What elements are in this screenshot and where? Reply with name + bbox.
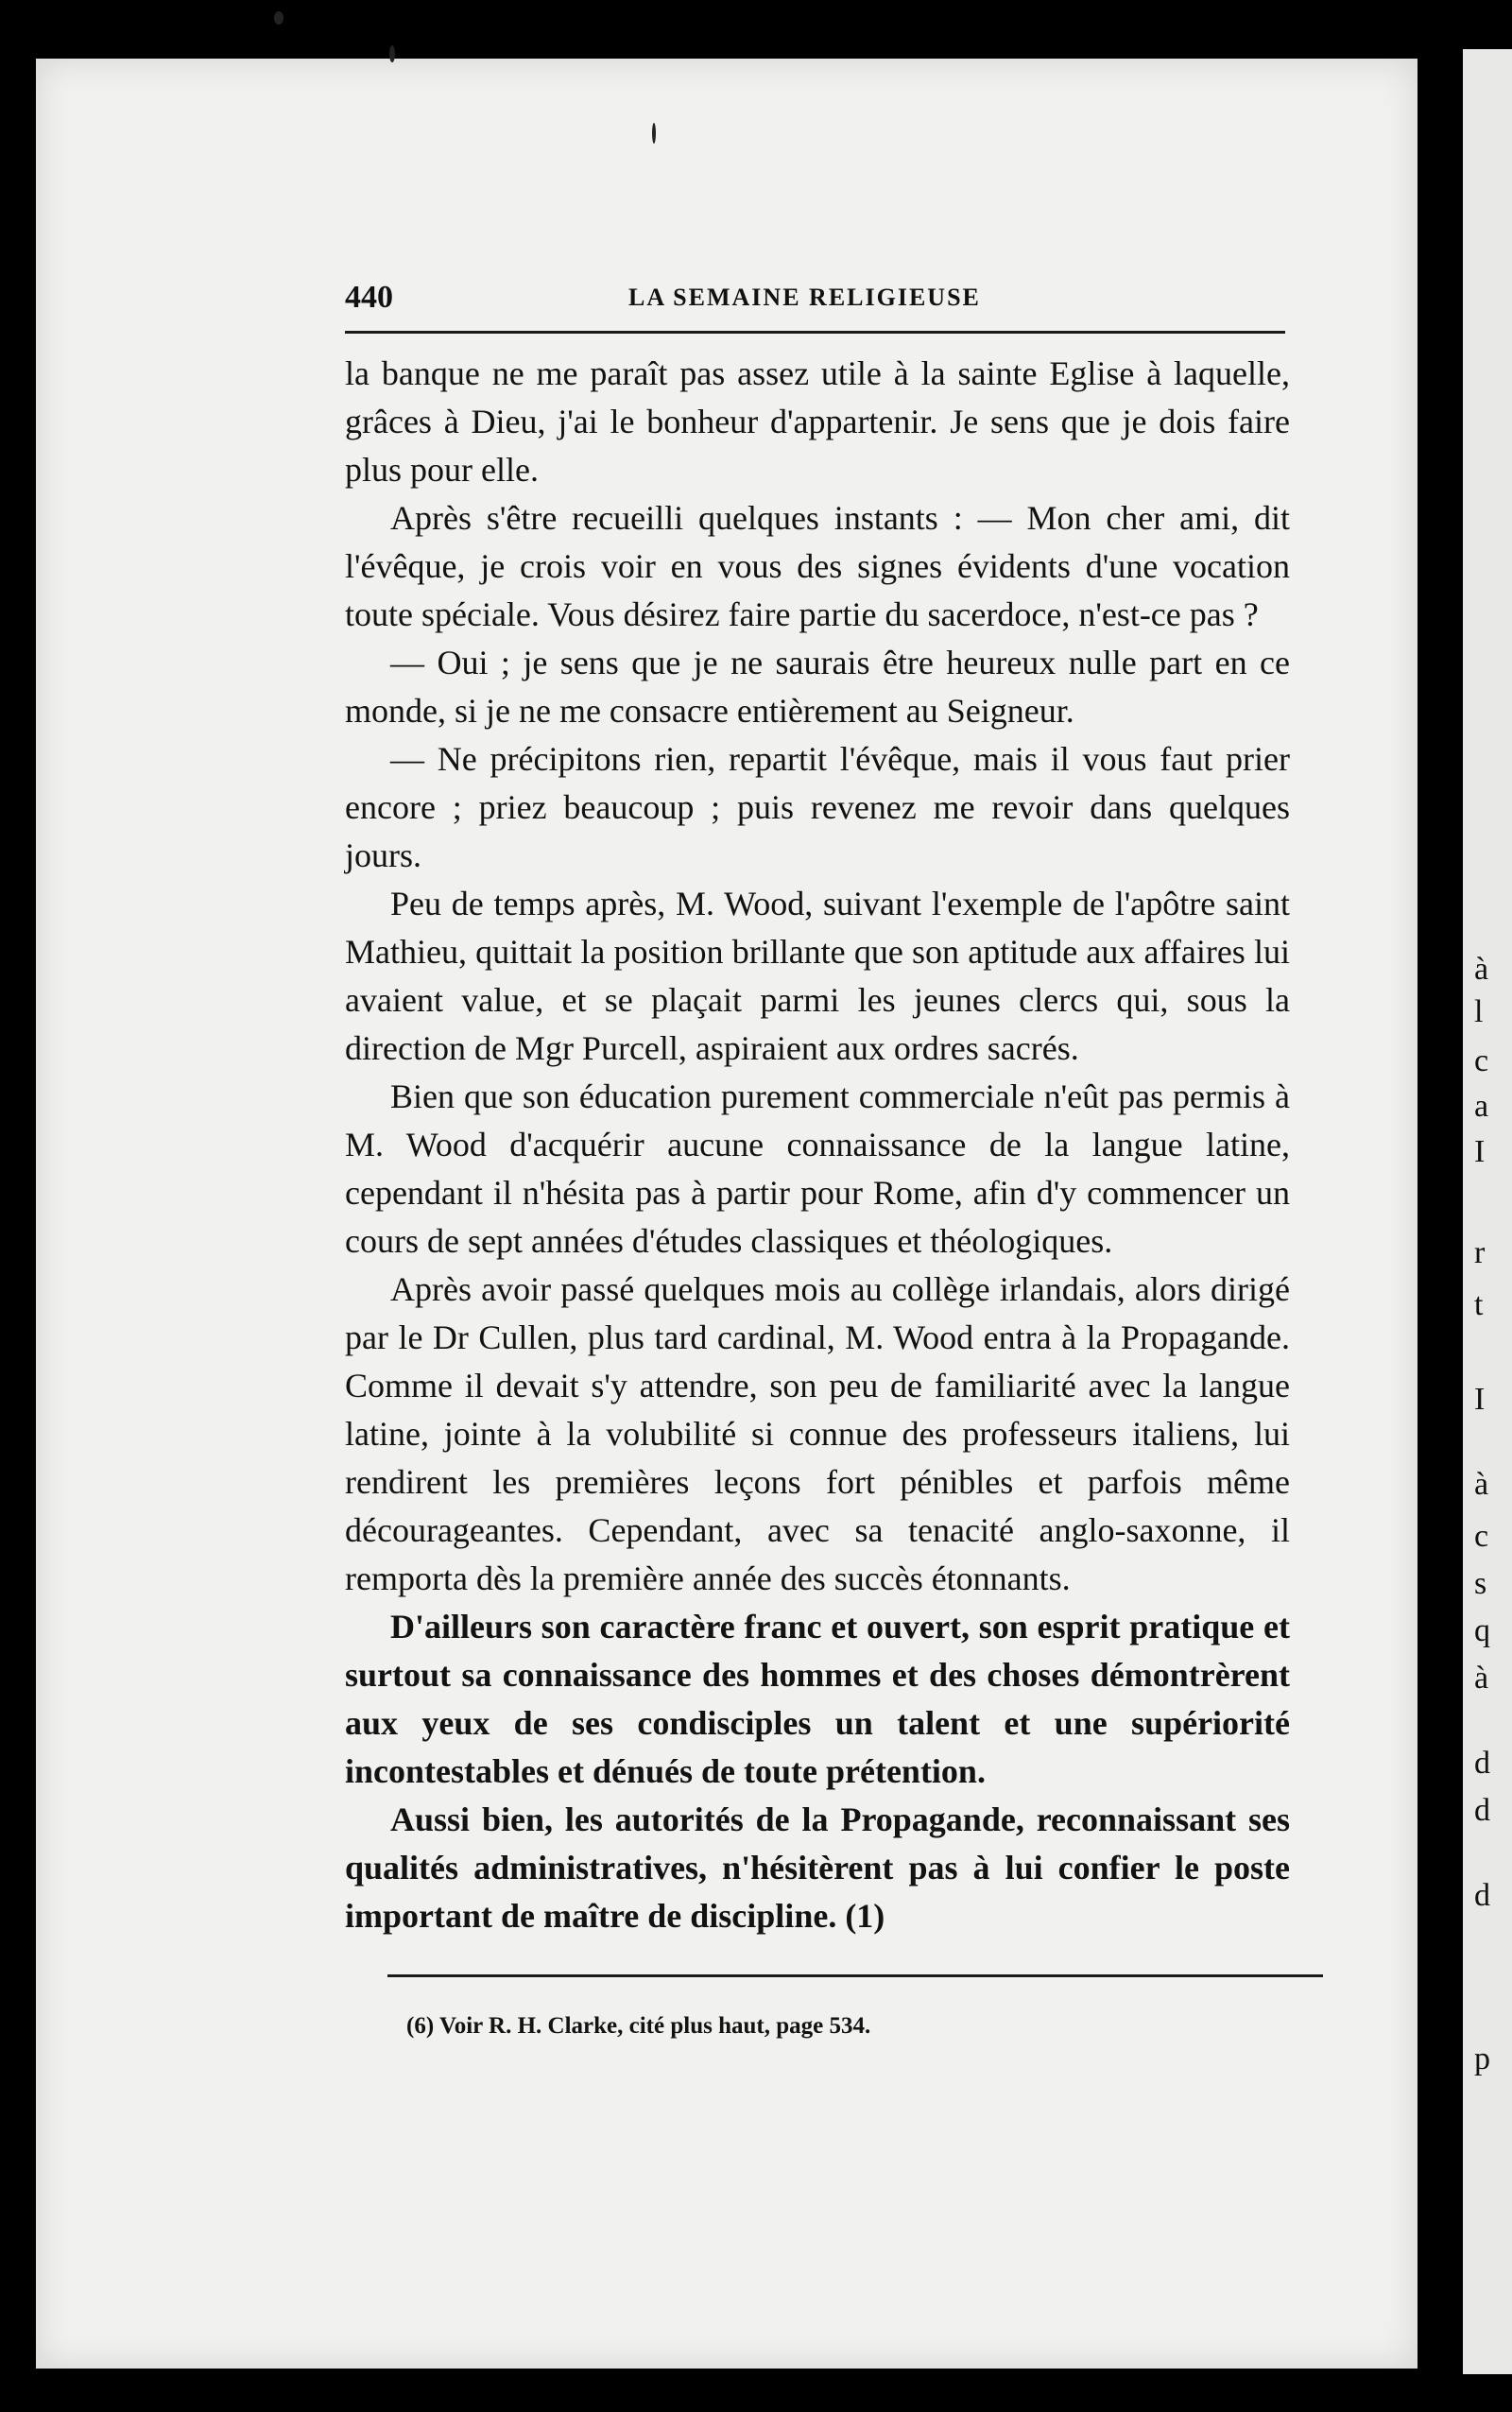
adjacent-page-edge <box>1463 49 1512 2374</box>
running-head <box>345 280 1290 327</box>
paragraph: — Oui ; je sens que je ne saurais être heureux nulle part en ce monde, si je ne me consacre entièrement au Seigneur. <box>345 644 1290 730</box>
paragraph: Après avoir passé quelques mois au collège irlandais, alors dirigé par le Dr Cullen, plus tard cardinal, M. Wood entra à la Propagande. Comme il devait s'y attendre, son peu de familiarité avec la langue latine, jointe à la volubilité si connue des professeurs italiens, lui rendirent les premières leçons fort pénibles et parfois même décourageantes. Cependant, avec sa tenacité anglo-saxonne, il remporta dès la première année des succès étonnants. <box>345 1270 1290 1597</box>
adjacent-page-fragment: d <box>1474 1746 1490 1781</box>
scan-speck <box>274 11 284 25</box>
running-title: LA SEMAINE RELIGIEUSE <box>628 284 981 311</box>
paragraph: la banque ne me paraît pas assez utile à la sainte Eglise à laquelle, grâces à Dieu, j'ai le bonheur d'appartenir. Je sens que je dois faire plus pour elle. <box>345 354 1290 489</box>
adjacent-page-fragment: t <box>1474 1287 1484 1322</box>
paragraph: Peu de temps après, M. Wood, suivant l'exemple de l'apôtre saint Mathieu, quittait la position brillante que son aptitude aux affaires lui avaient value, et se plaçait parmi les jeunes clercs qui, sous la direction de Mgr Purcell, aspiraient aux ordres sacrés. <box>345 885 1290 1067</box>
adjacent-page-fragment: r <box>1474 1235 1486 1270</box>
adjacent-page-fragment: d <box>1474 1878 1490 1913</box>
adjacent-page-fragment: c <box>1474 1519 1489 1554</box>
paragraph: Après s'être recueilli quelques instants : — Mon cher ami, dit l'évêque, je crois voir en vous des signes évidents d'une vocation toute spéciale. Vous désirez faire partie du sacerdoce, n'est-ce pas ? <box>345 499 1290 633</box>
body-text <box>345 350 1290 1940</box>
adjacent-page-fragment: l <box>1474 994 1484 1029</box>
paragraph: Bien que son éducation purement commerciale n'eût pas permis à M. Wood d'acquérir aucune connaissance de la langue latine, cependant il n'hésita pas à partir pour Rome, afin d'y commencer un cours de sept années d'études classiques et théologiques. <box>345 1077 1290 1260</box>
adjacent-page-fragment: c <box>1474 1043 1489 1078</box>
adjacent-page-fragment: I <box>1474 1382 1486 1417</box>
adjacent-page-fragment: à <box>1474 1661 1489 1696</box>
adjacent-page-fragment: a <box>1474 1089 1489 1124</box>
adjacent-page-fragment: p <box>1474 2042 1490 2076</box>
scan-speck <box>652 123 656 144</box>
adjacent-page-fragment: q <box>1474 1613 1490 1648</box>
adjacent-page-fragment: d <box>1474 1793 1490 1828</box>
adjacent-page-fragment: s <box>1474 1566 1487 1601</box>
paragraph: D'ailleurs son caractère franc et ouvert, son esprit pratique et surtout sa connaissance des hommes et des choses démontrèrent aux yeux de ses condisciples un talent et une supériorité incontestables et dénués de toute prétention. <box>345 1608 1290 1790</box>
paragraph: — Ne précipitons rien, repartit l'évêque, mais il vous faut prier encore ; priez beaucoup ; puis revenez me revoir dans quelques jours. <box>345 740 1290 874</box>
paragraph: Aussi bien, les autorités de la Propagande, reconnaissant ses qualités administratives, n'hésitèrent pas à lui confier le poste important de maître de discipline. (1) <box>345 1800 1290 1935</box>
adjacent-page-fragment: I <box>1474 1134 1486 1169</box>
adjacent-page-fragment: à <box>1474 1467 1489 1502</box>
adjacent-page-fragment: à <box>1474 952 1489 987</box>
scan-speck <box>389 45 395 62</box>
page-number: 440 <box>345 280 393 315</box>
header-rule <box>345 331 1285 334</box>
footnote: (6) Voir R. H. Clarke, cité plus haut, page 534. <box>406 2013 871 2039</box>
footnote-rule <box>387 1974 1323 1977</box>
